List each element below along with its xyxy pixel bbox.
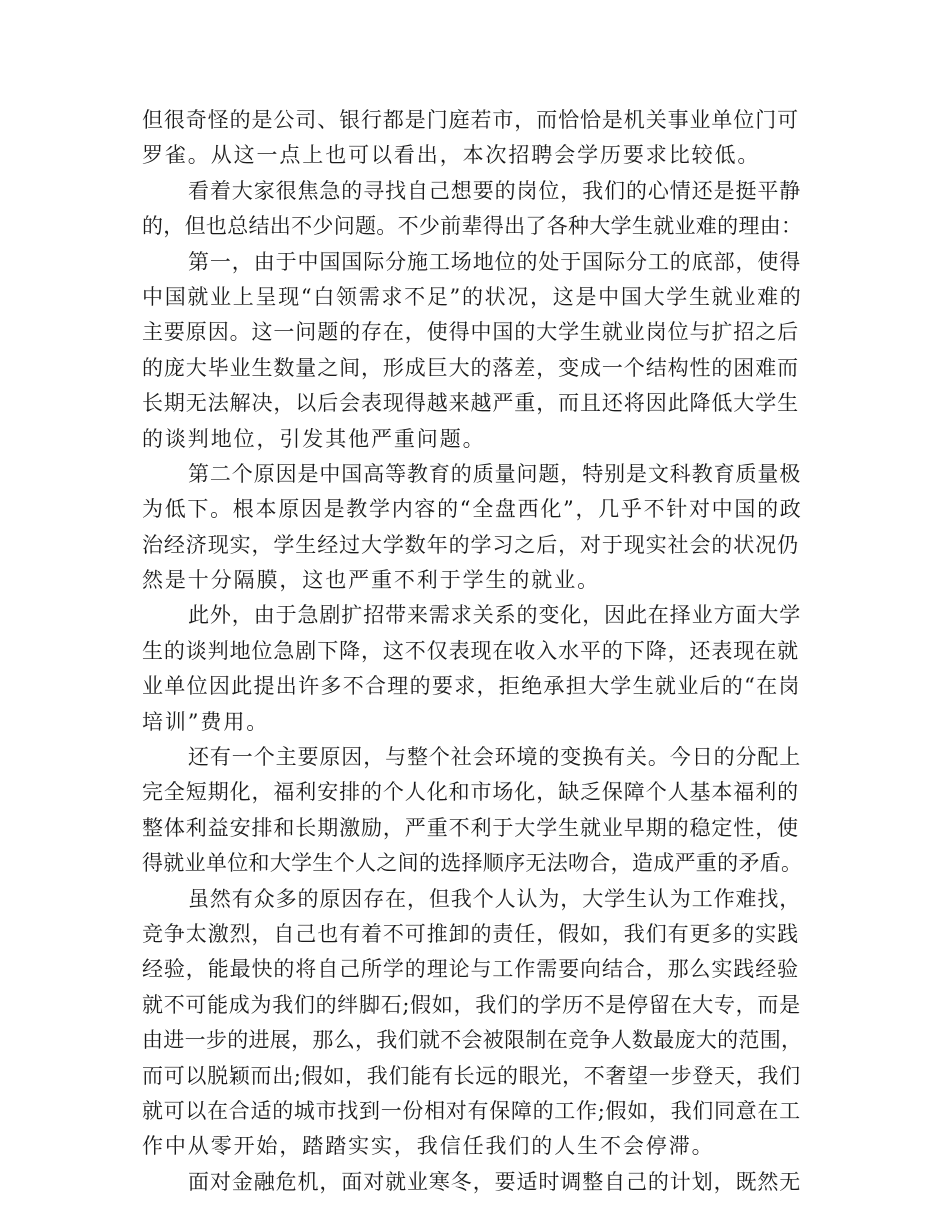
text-line: 然是十分隔膜，这也严重不利于学生的就业。 [142, 568, 600, 593]
text-line: 主要原因。这一问题的存在，使得中国的大学生就业岗位与扩招之后 [142, 320, 799, 345]
paragraph-first-line: 此外，由于急剧扩招带来需求关系的变化，因此在择业方面大学 [188, 603, 802, 628]
text-line: 竞争太激烈，自己也有着不可推卸的责任，假如，我们有更多的实践 [142, 921, 799, 946]
paragraph-first-line: 虽然有众多的原因存在，但我个人认为，大学生认为工作难找， [188, 886, 802, 911]
paragraph-first-line: 第二个原因是中国高等教育的质量问题，特别是文科教育质量极 [188, 461, 802, 486]
text-line: 整体利益安排和长期激励，严重不利于大学生就业早期的稳定性，使 [142, 815, 799, 840]
text-line: 罗雀。从这一点上也可以看出，本次招聘会学历要求比较低。 [142, 143, 761, 168]
text-line: 中国就业上呈现“白领需求不足”的状况，这是中国大学生就业难的 [142, 284, 803, 309]
text-line: 而可以脱颖而出;假如，我们能有长远的眼光，不奢望一步登天，我们 [142, 1063, 801, 1088]
body-text [142, 103, 804, 1200]
text-line: 长期无法解决，以后会表现得越来越严重，而且还将因此降低大学生 [142, 391, 799, 416]
text-line: 就不可能成为我们的绊脚石;假如，我们的学历不是停留在大专，而是 [142, 992, 801, 1017]
text-line: 得就业单位和大学生个人之间的选择顺序无法吻合，造成严重的矛盾。 [142, 851, 803, 876]
text-line: 作中从零开始，踏踏实实，我信任我们的人生不会停滞。 [142, 1134, 715, 1159]
paragraph-first-line: 面对金融危机，面对就业寒冬，要适时调整自己的计划，既然无 [188, 1169, 802, 1194]
text-line: 就可以在合适的城市找到一份相对有保障的工作;假如，我们同意在工 [142, 1098, 801, 1123]
text-line: 业单位因此提出许多不合理的要求，拒绝承担大学生就业后的“在岗 [142, 674, 801, 699]
text-line: 生的谈判地位急剧下降，这不仅表现在收入水平的下降，还表现在就 [142, 638, 799, 663]
text-line: 完全短期化，福利安排的个人化和市场化，缺乏保障个人基本福利的 [142, 780, 799, 805]
text-line: 由进一步的进展，那么，我们就不会被限制在竞争人数最庞大的范围， [142, 1028, 803, 1053]
paragraph-first-line: 看着大家很焦急的寻找自己想要的岗位，我们的心情还是挺平静 [188, 178, 802, 203]
text-line: 经验，能最快的将自己所学的理论与工作需要向结合，那么实践经验 [142, 957, 799, 982]
paragraph-first-line: 还有一个主要原因，与整个社会环境的变换有关。今日的分配上 [188, 745, 802, 770]
text-line: 为低下。根本原因是教学内容的“全盘西化”，几乎不针对中国的政 [142, 497, 803, 522]
text-line: 但很奇怪的是公司、银行都是门庭若市，而恰恰是机关事业单位门可 [142, 108, 799, 132]
text-line: 的谈判地位，引发其他严重问题。 [142, 426, 486, 451]
text-line: 的庞大毕业生数量之间，形成巨大的落差，变成一个结构性的困难而 [142, 355, 799, 380]
text-line: 培训”费用。 [142, 709, 270, 734]
text-line: 的，但也总结出不少问题。不少前辈得出了各种大学生就业难的理由： [142, 214, 803, 239]
paragraph-first-line: 第一，由于中国国际分施工场地位的处于国际分工的底部，使得 [188, 249, 802, 274]
text-line: 治经济现实，学生经过大学数年的学习之后，对于现实社会的状况仍 [142, 532, 799, 557]
